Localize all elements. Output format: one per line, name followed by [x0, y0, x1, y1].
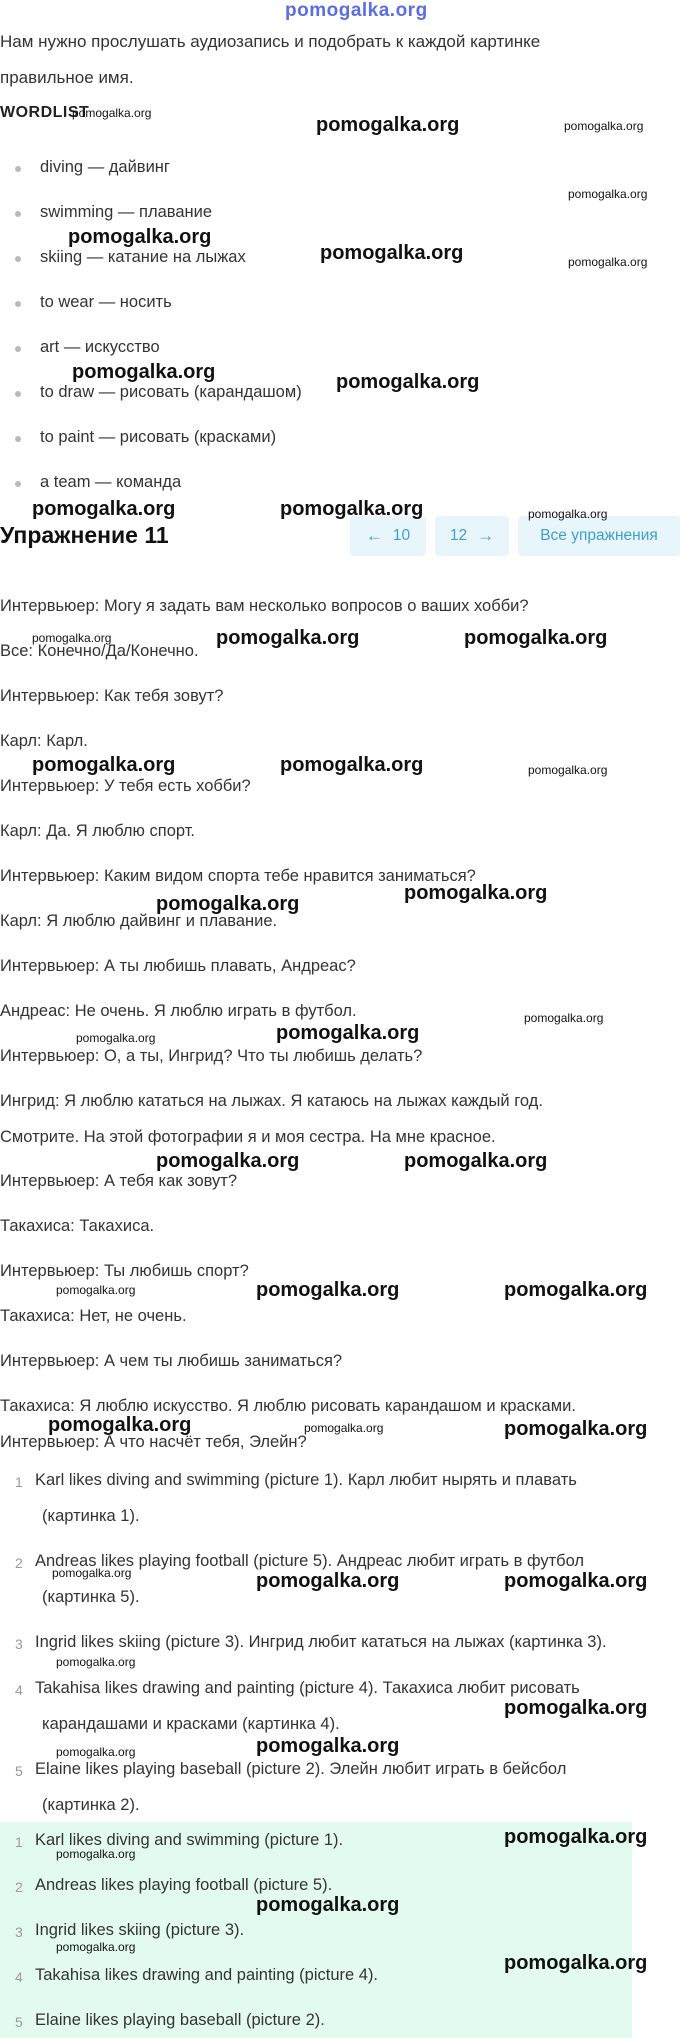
- all-exercises-button[interactable]: [518, 516, 680, 556]
- arrow-right-icon: →: [477, 526, 495, 545]
- bullet-icon: [15, 166, 21, 172]
- answer-line: Karl likes diving and swimming (picture 1). Карл любит нырять и плавать: [35, 1471, 577, 1489]
- watermark: pomogalka.org: [504, 1418, 648, 1440]
- list-item: skiing — катание на лыжах: [40, 248, 246, 266]
- wordlist-heading: WORDLIST: [0, 104, 90, 121]
- answer-line: (картинка 2).: [42, 1796, 140, 1814]
- next-exercise-label: 12: [449, 527, 468, 544]
- arrow-left-icon: ←: [365, 526, 383, 545]
- dialogue-line: Карл: Я люблю дайвинг и плавание.: [0, 912, 278, 930]
- list-number: 1: [15, 1474, 23, 1490]
- dialogue-line: Такахиса: Такахиса.: [0, 1217, 155, 1235]
- watermark: pomogalka.org: [404, 1150, 548, 1172]
- watermark: pomogalka.org: [336, 371, 480, 393]
- watermark: pomogalka.org: [504, 1952, 648, 1974]
- list-item: to wear — носить: [40, 293, 172, 311]
- dialogue-line: Интервьюер: У тебя есть хобби?: [0, 777, 251, 795]
- watermark: pomogalka.org: [504, 1697, 648, 1719]
- list-number: 4: [15, 1682, 23, 1698]
- watermark: pomogalka.org: [564, 119, 644, 133]
- watermark: pomogalka.org: [464, 627, 608, 649]
- list-number: 4: [15, 1969, 23, 1985]
- dialogue-line: Карл: Карл.: [0, 732, 88, 750]
- answer-line: (картинка 5).: [42, 1588, 140, 1606]
- prev-exercise-button[interactable]: [350, 516, 426, 556]
- bullet-icon: [15, 301, 21, 307]
- watermark: pomogalka.org: [32, 498, 176, 520]
- watermark: pomogalka.org: [316, 114, 460, 136]
- watermark: pomogalka.org: [528, 763, 608, 777]
- intro-line-2: правильное имя.: [0, 68, 134, 87]
- list-item: a team — команда: [40, 473, 182, 491]
- next-exercise-button[interactable]: [435, 516, 509, 556]
- dialogue-line: Интервьюер: Могу я задать вам несколько вопросов о ваших хобби?: [0, 597, 529, 615]
- watermark: pomogalka.org: [256, 1570, 400, 1592]
- dialogue-line: Смотрите. На этой фотографии я и моя сестра. На мне красное.: [0, 1128, 496, 1146]
- watermark: pomogalka.org: [52, 1566, 132, 1580]
- watermark: pomogalka.org: [320, 242, 464, 264]
- dialogue-line: Ингрид: Я люблю кататься на лыжах. Я катаюсь на лыжах каждый год.: [0, 1092, 543, 1110]
- list-number: 2: [15, 1555, 23, 1571]
- watermark: pomogalka.org: [32, 631, 112, 645]
- watermark: pomogalka.org: [56, 1745, 136, 1759]
- site-logo[interactable]: pomogalka.org: [285, 0, 428, 21]
- bullet-icon: [15, 391, 21, 397]
- list-number: 3: [15, 1924, 23, 1940]
- dialogue-line: Карл: Да. Я люблю спорт.: [0, 822, 196, 840]
- list-item: diving — дайвинг: [40, 158, 170, 176]
- watermark: pomogalka.org: [524, 1011, 604, 1025]
- dialogue-line: Интервьюер: А тебя как зовут?: [0, 1172, 238, 1190]
- watermark: pomogalka.org: [56, 1655, 136, 1669]
- watermark: pomogalka.org: [56, 1847, 136, 1861]
- dialogue-line: Такахиса: Я люблю искусство. Я люблю рисовать карандашом и красками.: [0, 1397, 576, 1415]
- dialogue-line: Интервьюер: А ты любишь плавать, Андреас?: [0, 957, 356, 975]
- watermark: pomogalka.org: [56, 1940, 136, 1954]
- watermark: pomogalka.org: [256, 1279, 400, 1301]
- dialogue-line: Интервьюер: А что насчёт тебя, Элейн?: [0, 1433, 307, 1451]
- answer-line: карандашами и красками (картинка 4).: [42, 1715, 340, 1733]
- all-exercises-label: Все упражнения: [540, 527, 658, 544]
- watermark: pomogalka.org: [48, 1414, 192, 1436]
- answer-line: Karl likes diving and swimming (picture 1).: [35, 1831, 344, 1849]
- watermark: pomogalka.org: [72, 106, 152, 120]
- watermark: pomogalka.org: [32, 754, 176, 776]
- watermark: pomogalka.org: [76, 1031, 156, 1045]
- bullet-icon: [15, 346, 21, 352]
- dialogue-line: Интервьюер: Ты любишь спорт?: [0, 1262, 249, 1280]
- watermark: pomogalka.org: [68, 226, 212, 248]
- answer-line: (картинка 1).: [42, 1507, 140, 1525]
- answer-line: Elaine likes playing baseball (picture 2). Элейн любит играть в бейсбол: [35, 1760, 567, 1778]
- list-item: swimming — плавание: [40, 203, 213, 221]
- bullet-icon: [15, 211, 21, 217]
- watermark: pomogalka.org: [72, 361, 216, 383]
- list-item: art — искусство: [40, 338, 160, 356]
- dialogue-line: Интервьюер: Как тебя зовут?: [0, 687, 224, 705]
- watermark: pomogalka.org: [156, 1150, 300, 1172]
- watermark: pomogalka.org: [404, 882, 548, 904]
- bullet-icon: [15, 481, 21, 487]
- list-number: 1: [15, 1834, 23, 1850]
- dialogue-line: Интервьюер: Каким видом спорта тебе нравится заниматься?: [0, 867, 476, 885]
- bullet-icon: [15, 256, 21, 262]
- list-number: 3: [15, 1636, 23, 1652]
- watermark: pomogalka.org: [568, 187, 648, 201]
- answer-line: Elaine likes playing baseball (picture 2).: [35, 2011, 325, 2029]
- watermark: pomogalka.org: [568, 255, 648, 269]
- answer-line: Ingrid likes skiing (picture 3). Ингрид любит кататься на лыжах (картинка 3).: [35, 1633, 607, 1651]
- answer-line: Ingrid likes skiing (picture 3).: [35, 1921, 245, 1939]
- exercise-title: Упражнение 11: [0, 522, 169, 548]
- watermark: pomogalka.org: [504, 1279, 648, 1301]
- list-item: to paint — рисовать (красками): [40, 428, 277, 446]
- prev-exercise-label: 10: [392, 527, 411, 544]
- answer-line: Takahisa likes drawing and painting (picture 4). Такахиса любит рисовать: [35, 1679, 580, 1697]
- watermark: pomogalka.org: [256, 1735, 400, 1757]
- watermark: pomogalka.org: [280, 754, 424, 776]
- watermark: pomogalka.org: [56, 1283, 136, 1297]
- watermark: pomogalka.org: [216, 627, 360, 649]
- dialogue-line: Андреас: Не очень. Я люблю играть в футбол.: [0, 1002, 357, 1020]
- intro-line-1: Нам нужно прослушать аудиозапись и подобрать к каждой картинке: [0, 32, 541, 51]
- watermark: pomogalka.org: [156, 893, 300, 915]
- dialogue-line: Все: Конечно/Да/Конечно.: [0, 642, 199, 660]
- answer-line: Takahisa likes drawing and painting (picture 4).: [35, 1966, 379, 1984]
- watermark: pomogalka.org: [504, 1826, 648, 1848]
- watermark: pomogalka.org: [504, 1570, 648, 1592]
- answer-line: Andreas likes playing football (picture 5). Андреас любит играть в футбол: [35, 1552, 585, 1570]
- list-item: to draw — рисовать (карандашом): [40, 383, 302, 401]
- dialogue-line: Интервьюер: А чем ты любишь заниматься?: [0, 1352, 343, 1370]
- answer-line: Andreas likes playing football (picture 5).: [35, 1876, 333, 1894]
- watermark: pomogalka.org: [256, 1894, 400, 1916]
- watermark: pomogalka.org: [280, 498, 424, 520]
- list-number: 5: [15, 1763, 23, 1779]
- list-number: 2: [15, 1879, 23, 1895]
- list-number: 5: [15, 2014, 23, 2030]
- watermark: pomogalka.org: [304, 1421, 384, 1435]
- dialogue-line: Такахиса: Нет, не очень.: [0, 1307, 187, 1325]
- bullet-icon: [15, 436, 21, 442]
- watermark: pomogalka.org: [528, 507, 608, 521]
- watermark: pomogalka.org: [276, 1022, 420, 1044]
- dialogue-line: Интервьюер: О, а ты, Ингрид? Что ты любишь делать?: [0, 1047, 423, 1065]
